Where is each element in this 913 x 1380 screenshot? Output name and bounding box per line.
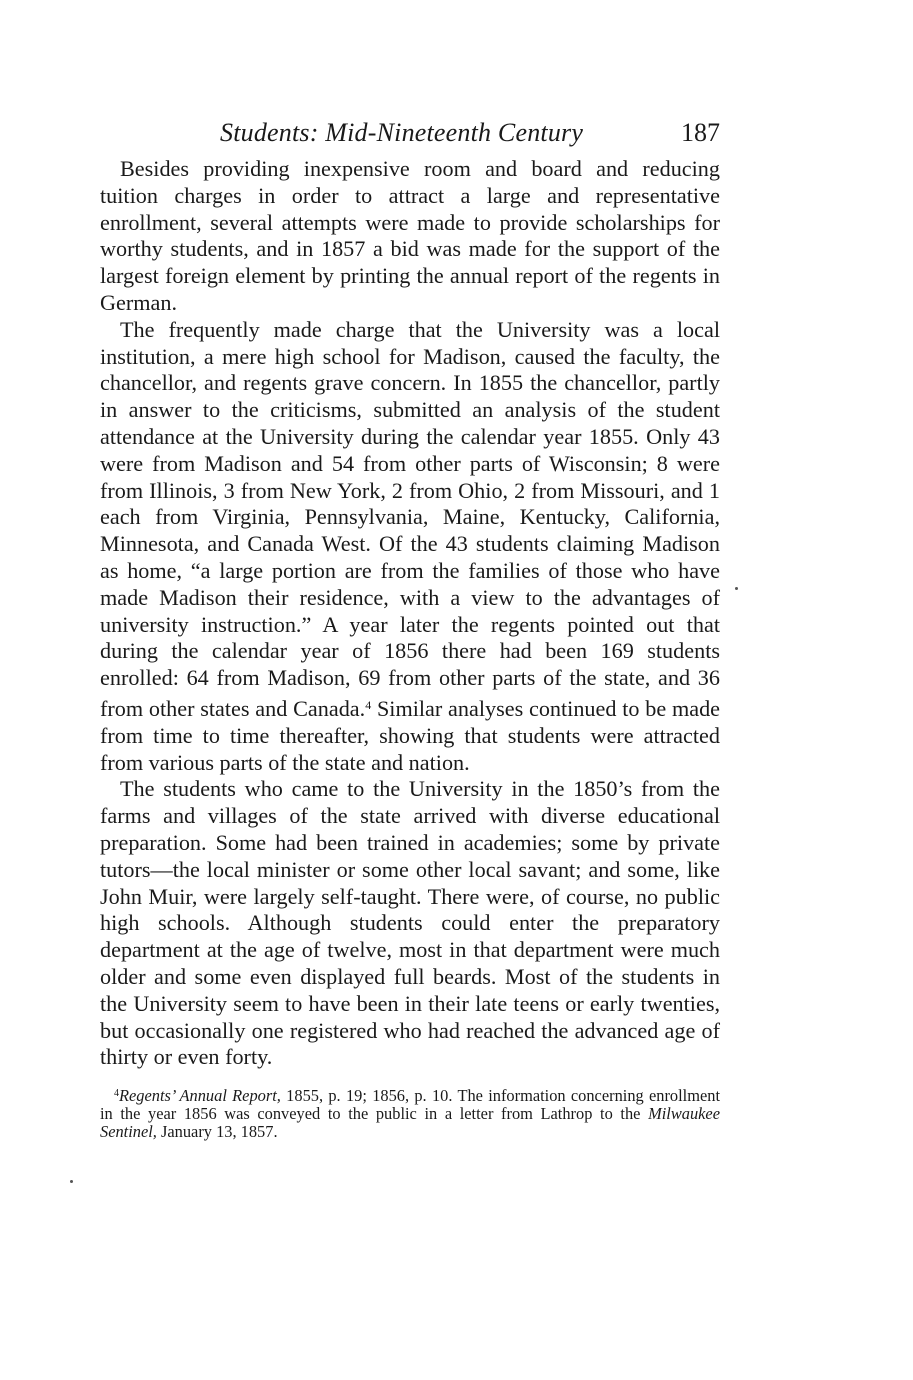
footnote-citation-newspaper: Milwaukee Sentinel, [100, 1104, 720, 1142]
running-title: Students: Mid-Nineteenth Century [220, 118, 584, 147]
footnote-reference: 4 [365, 697, 372, 712]
footnote-text-1: 1855, p. 19; 1856, p. 10. The information concerning enrollment in the year 1856 was conveyed to the public in a letter from Lathrop to the [100, 1086, 721, 1124]
paragraph-3: The students who came to the University in the 1850’s from the farms and villages of the state arrived with diverse educational preparation. Some had been trained in academies; some by private tutors—the local minister or some other local savant; and some, like John Muir, were largely self-taught. There were, of course, no public high schools. Although students could enter the preparatory department at the age of twelve, most in that department were much older and some even displayed full beards. Most of the students in the University seem to have been in their late teens or early twenties, but occasionally one registered who had reached the advanced age of thirty or even forty. [100, 776, 720, 1070]
paragraph-2-continuation: Similar analyses continued to be made from time to time thereafter, showing that students were attracted from various parts of the state and nation. [100, 695, 721, 775]
paragraph-2 [100, 317, 720, 777]
footnote-marker: 4 [114, 1088, 119, 1100]
body-text [100, 156, 720, 1071]
footnotes [100, 1085, 720, 1141]
paragraph-1: Besides providing inexpensive room and board and reducing tuition charges in order to attract a large and representative enrollment, several attempts were made to provide scholarships for worthy students, and in 1857 a bid was made for the support of the largest foreign element by printing the annual report of the regents in German. [100, 156, 720, 315]
footnote-4 [100, 1085, 720, 1141]
running-head [100, 118, 720, 156]
page-content [100, 118, 720, 1141]
page-number: 187 [681, 118, 720, 147]
stray-mark-dot-footnote [70, 1180, 73, 1183]
footnote-text-2: January 13, 1857. [156, 1122, 278, 1142]
stray-mark-dot [735, 587, 738, 590]
paragraph-2-text: The frequently made charge that the University was a local institution, a mere high school for Madison, caused the faculty, the chancellor, and regents grave concern. In 1855 the chancellor, partly in answer to the criticisms, submitted an analysis of the student attendance at the University during the calendar year 1855. Only 43 were from Madison and 54 from other parts of Wisconsin; 8 were from Illinois, 3 from New York, 2 from Ohio, 2 from Missouri, and 1 each from Virginia, Pennsylvania, Maine, Kentucky, California, Minnesota, and Canada West. Of the 43 students claiming Madison as home, “a large portion are from the families of those who have made Madison their residence, with a view to the advantages of university instruction.” A year later the regents pointed out that during the calendar year of 1856 there had been 169 students enrolled: 64 from Madison, 69 from other parts of the state, and 36 from other states and Canada. [100, 316, 720, 721]
footnote-citation-report: Regents’ Annual Report, [119, 1086, 281, 1106]
